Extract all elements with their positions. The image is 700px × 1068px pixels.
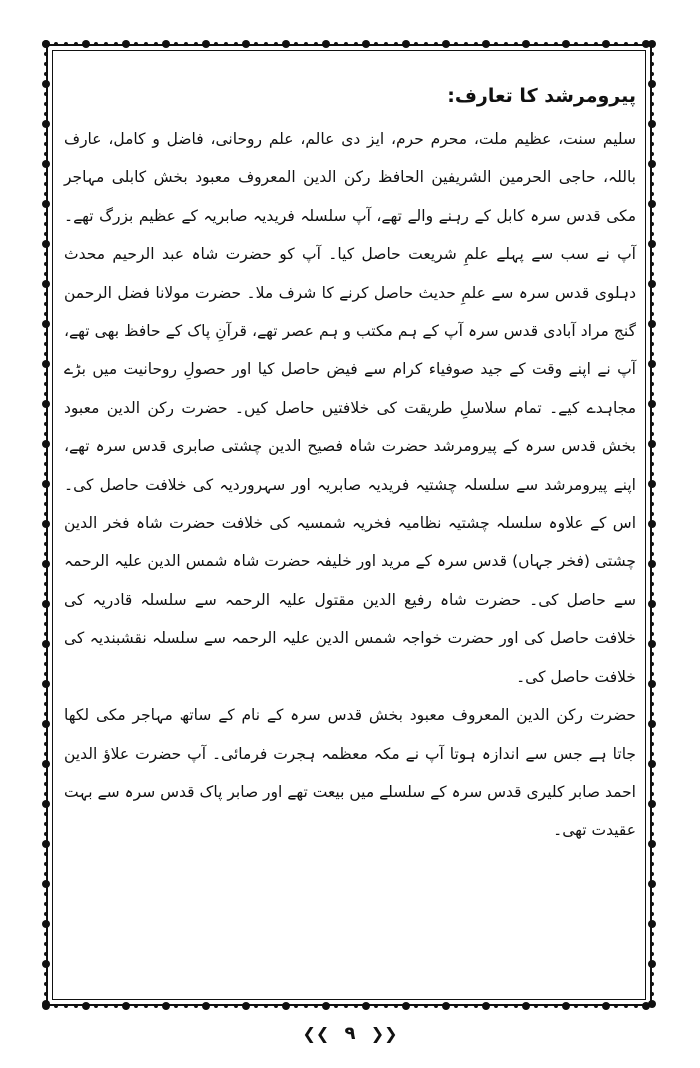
section-heading: پیرومرشد کا تعارف: <box>447 85 636 107</box>
ornament-right-icon: ❯❯ <box>370 1024 398 1043</box>
page-number-footer <box>0 1016 700 1052</box>
paragraph-1: سلیم سنت، عظیم ملت، محرم حرم، ایز دی عالم، علم روحانی، فاضل و کامل، عارف باللہ، حاجی الحرمین الشریفین الحافظ رکن الدین المعروف معبود بخش کابلی مہاجر مکی قدس سرہ کابل کے رہنے والے تھے، آپ سلسلہ فریدیہ صابریہ کے عظیم بزرگ تھے۔ آپ نے سب سے پہلے علمِ شریعت حاصل کیا۔ آپ کو حضرت شاہ عبد الرحیم محدث دہلوی قدس سرہ سے علمِ حدیث حاصل کرنے کا شرف ملا۔ حضرت مولانا فضل الرحمن گنج مراد آبادی قدس سرہ آپ کے ہم مکتب و ہم عصر تھے، قرآنِ پاک کے حافظ بھی تھے، آپ نے اپنے وقت کے جید صوفیاء کرام سے فیض حاصل کیا اور حصولِ روحانیت میں بڑے مجاہدے کیے۔ تمام سلاسلِ طریقت کی خلافتیں حاصل کیں۔ حضرت رکن الدین معبود بخش قدس سرہ کے پیرومرشد حضرت شاہ فصیح الدین چشتی صابری قدس سرہ تھے، اپنے پیرومرشد سے سلسلہ چشتیہ فریدیہ صابریہ اور سہروردیہ کی خلافت حاصل کی۔ اس کے علاوہ سلسلہ چشتیہ نظامیہ فخریہ شمسیہ کی خلافت حضرت شاہ فخر الدین چشتی (فخر جہاں) قدس سرہ کے مرید اور خلیفہ حضرت شاہ شمس الدین علیہ الرحمہ سے حاصل کی۔ حضرت شاہ رفیع الدین مقتول علیہ الرحمہ سے سلسلہ قادریہ کی خلافت حاصل کی اور حضرت خواجہ شمس الدین علیہ الرحمہ سے سلسلہ نقشبندیہ کی خلافت حاصل کی۔ <box>64 130 636 686</box>
ornament-left-icon: ❮❮ <box>302 1024 330 1043</box>
page-number: ۹ <box>344 1023 356 1044</box>
page-content <box>64 76 636 996</box>
paragraph-2: حضرت رکن الدین المعروف معبود بخش قدس سرہ کے نام کے ساتھ مہاجر مکی لکھا جاتا ہے جس سے اندازہ ہوتا آپ نے مکہ معظمہ ہجرت فرمائی۔ آپ حضرت علاؤ الدین احمد صابر کلیری قدس سرہ کے سلسلے میں بیعت تھے اور صابر پاک قدس سرہ سے بہت عقیدت تھی۔ <box>64 706 636 840</box>
